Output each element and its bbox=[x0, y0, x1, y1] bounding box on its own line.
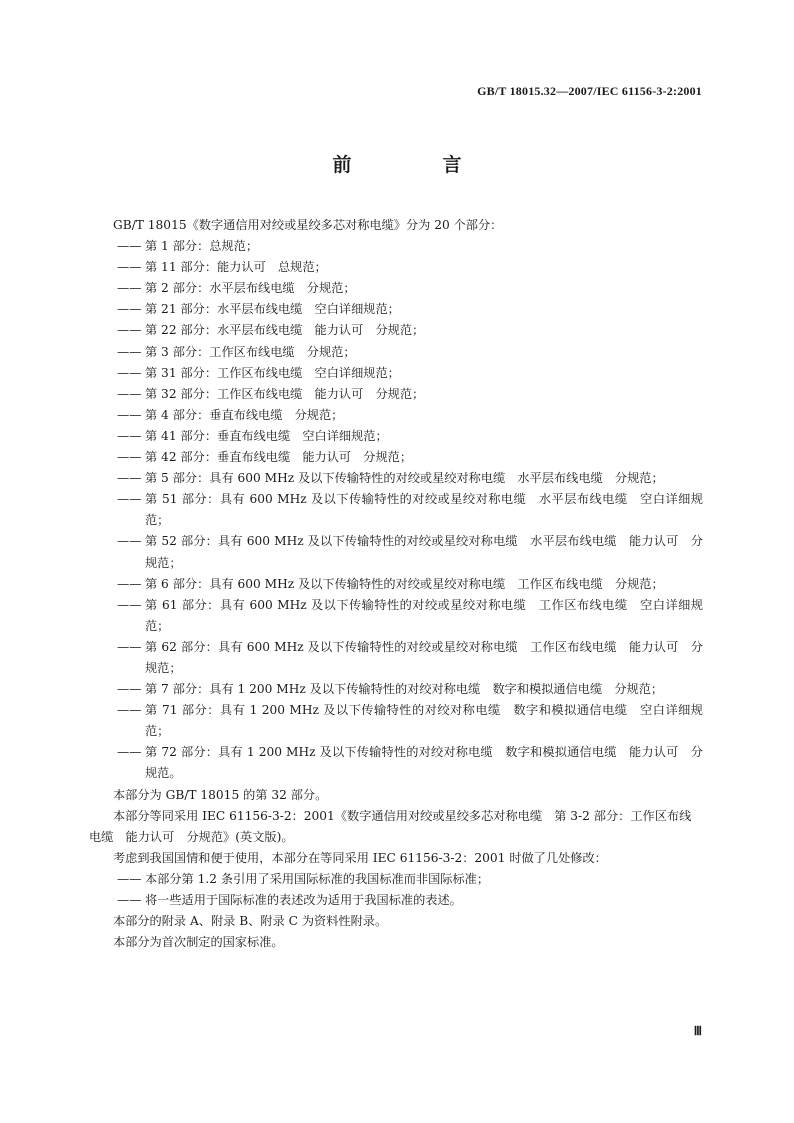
part-list-item bbox=[89, 447, 703, 468]
part-list-item bbox=[89, 531, 703, 573]
part-list-item bbox=[89, 384, 703, 405]
part-list-item-text: 第 51 部分：具有 600 MHz 及以下传输特性的对绞或星绞对称电缆 水平层布线电缆 空白详细规范； bbox=[145, 492, 703, 528]
annexes-paragraph: 本部分的附录 A、附录 B、附录 C 为资料性附录。 bbox=[113, 914, 388, 929]
modifications-intro-paragraph: 考虑到我国国情和便于使用，本部分在等同采用 IEC 61156-3-2：2001 时做了几处修改： bbox=[113, 850, 607, 865]
part-list-item-text: 第 6 部分：具有 600 MHz 及以下传输特性的对绞或星绞对称电缆 工作区布线电缆 分规范； bbox=[145, 576, 664, 591]
list-dash: —— bbox=[117, 745, 142, 760]
modification-list-item bbox=[89, 890, 703, 911]
list-dash: —— bbox=[117, 239, 142, 254]
part-list-item-text: 第 41 部分：垂直布线电缆 空白详细规范； bbox=[145, 428, 388, 443]
list-dash: —— bbox=[117, 597, 142, 612]
part-list-item bbox=[89, 637, 703, 679]
list-dash: —— bbox=[117, 386, 142, 401]
modification-list-item bbox=[89, 869, 703, 890]
part-list-item bbox=[89, 700, 703, 742]
modifications-list bbox=[89, 869, 703, 911]
part-list-item bbox=[89, 363, 703, 384]
part-list-item bbox=[89, 574, 703, 595]
list-dash: —— bbox=[117, 893, 142, 907]
list-dash: —— bbox=[117, 428, 142, 443]
part-list-item-text: 第 61 部分：具有 600 MHz 及以下传输特性的对绞或星绞对称电缆 工作区布线电缆 空白详细规范； bbox=[145, 597, 703, 633]
part-list-item-text: 第 1 部分：总规范； bbox=[145, 239, 259, 254]
list-dash: —— bbox=[117, 639, 142, 654]
part-list-item-text: 第 31 部分：工作区布线电缆 空白详细规范； bbox=[145, 365, 400, 380]
part-list-item-text: 第 72 部分：具有 1 200 MHz 及以下传输特性的对绞对称电缆 数字和模拟通信电缆 能力认可 分规范。 bbox=[145, 745, 703, 781]
part-list-item bbox=[89, 489, 703, 531]
part-list-item bbox=[89, 257, 703, 278]
part-list-item-text: 第 62 部分：具有 600 MHz 及以下传输特性的对绞或星绞对称电缆 工作区布线电缆 能力认可 分规范； bbox=[145, 639, 703, 675]
part-list-item bbox=[89, 299, 703, 320]
list-dash: —— bbox=[117, 471, 142, 486]
part-list-item bbox=[89, 236, 703, 257]
list-dash: —— bbox=[117, 365, 142, 380]
list-dash: —— bbox=[117, 344, 142, 359]
equivalent-paragraph: 本部分等同采用 IEC 61156-3-2：2001《数字通信用对绞或星绞多芯对称电缆 第 3-2 部分：工作区布线电缆 能力认可 分规范》(英文版)。 bbox=[89, 808, 692, 844]
list-dash: —— bbox=[117, 492, 142, 507]
part-list-item-text: 第 42 部分：垂直布线电缆 能力认可 分规范； bbox=[145, 450, 413, 465]
list-dash: —— bbox=[117, 450, 142, 465]
list-dash: —— bbox=[117, 703, 142, 718]
modification-list-item-text: 本部分第 1.2 条引用了采用国际标准的我国标准而非国际标准； bbox=[145, 871, 490, 886]
page-title: 前 言 bbox=[332, 154, 498, 176]
page-number: Ⅲ bbox=[693, 1024, 702, 1038]
part-list-item-text: 第 3 部分：工作区布线电缆 分规范； bbox=[145, 344, 356, 359]
list-dash: —— bbox=[117, 682, 142, 697]
part-list-item-text: 第 71 部分：具有 1 200 MHz 及以下传输特性的对绞对称电缆 数字和模拟通信电缆 空白详细规范； bbox=[145, 703, 703, 739]
part-list-item bbox=[89, 679, 703, 700]
intro-paragraph: GB/T 18015《数字通信用对绞或星绞多芯对称电缆》分为 20 个部分： bbox=[113, 218, 503, 232]
modification-list-item-text: 将一些适用于国际标准的表述改为适用于我国标准的表述。 bbox=[145, 893, 462, 907]
foreword-body bbox=[89, 215, 703, 953]
part-list-item-text: 第 5 部分：具有 600 MHz 及以下传输特性的对绞或星绞对称电缆 水平层布线电缆 分规范； bbox=[145, 471, 664, 486]
part-list-item-text: 第 32 部分：工作区布线电缆 能力认可 分规范； bbox=[145, 386, 425, 401]
list-dash: —— bbox=[117, 407, 142, 422]
list-dash: —— bbox=[117, 871, 142, 886]
part-list-item bbox=[89, 342, 703, 363]
list-dash: —— bbox=[117, 260, 142, 275]
list-dash: —— bbox=[117, 281, 142, 296]
part-list-item-text: 第 2 部分：水平层布线电缆 分规范； bbox=[145, 281, 356, 296]
part-list-item bbox=[89, 405, 703, 426]
part-list-item bbox=[89, 742, 703, 784]
part-list-item-text: 第 11 部分：能力认可 总规范； bbox=[145, 260, 327, 275]
part-list-item bbox=[89, 595, 703, 637]
standard-number: GB/T 18015.32—2007/IEC 61156-3-2:2001 bbox=[477, 84, 702, 98]
list-dash: —— bbox=[117, 323, 142, 338]
part-list-item-text: 第 22 部分：水平层布线电缆 能力认可 分规范； bbox=[145, 323, 425, 338]
part-list-item bbox=[89, 320, 703, 341]
list-dash: —— bbox=[117, 576, 142, 591]
parts-list bbox=[89, 236, 703, 784]
list-dash: —— bbox=[117, 534, 142, 549]
part-list-item-text: 第 4 部分：垂直布线电缆 分规范； bbox=[145, 407, 344, 422]
part-list-item-text: 第 21 部分：水平层布线电缆 空白详细规范； bbox=[145, 302, 400, 317]
part-list-item bbox=[89, 278, 703, 299]
list-dash: —— bbox=[117, 302, 142, 317]
part-list-item-text: 第 7 部分：具有 1 200 MHz 及以下传输特性的对绞对称电缆 数字和模拟通信电缆 分规范； bbox=[145, 682, 664, 697]
part-list-item bbox=[89, 468, 703, 489]
first-edition-paragraph: 本部分为首次制定的国家标准。 bbox=[113, 935, 284, 950]
part-list-item bbox=[89, 426, 703, 447]
part-list-item-text: 第 52 部分：具有 600 MHz 及以下传输特性的对绞或星绞对称电缆 水平层布线电缆 能力认可 分规范； bbox=[145, 534, 703, 570]
standard-number-header bbox=[477, 84, 702, 99]
part-of-paragraph: 本部分为 GB/T 18015 的第 32 部分。 bbox=[113, 787, 328, 802]
